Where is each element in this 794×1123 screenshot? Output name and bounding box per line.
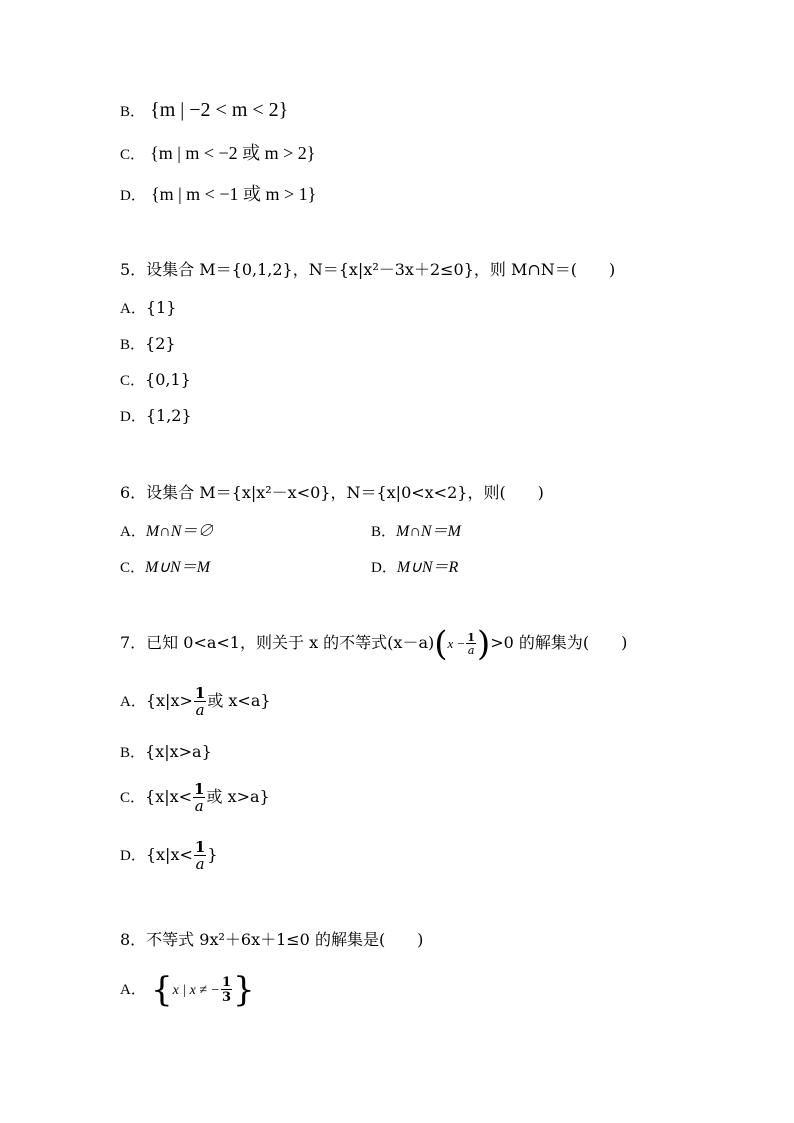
option-label: B． [371,524,397,540]
fraction [466,632,476,656]
option-label: B． [120,104,146,120]
stem-text: >0 的解集为( ) [490,633,628,652]
q7-option-b [120,742,212,763]
fraction [193,779,205,815]
q7-option-d [120,837,218,874]
option-label: D． [120,409,146,425]
fraction [194,683,206,719]
q5-option-c [120,370,191,391]
option-text: M∩N＝∅ [145,523,214,540]
q4-option-c [120,143,315,165]
option-label: C． [120,147,146,163]
q6-option-d [371,557,458,578]
option-label: D． [120,848,146,864]
option-label: B． [120,745,146,761]
option-text: {1,2} [145,406,192,425]
option-text: {2} [145,334,176,353]
option-text: 或 x>a} [206,787,270,806]
stem-inner-text: x − [447,636,466,651]
option-text: {m | m < −2 或 m > 2} [150,143,316,163]
q5-option-b [120,334,176,355]
option-text: 或 x<a} [207,691,271,710]
q6-option-b [371,521,461,542]
q5-stem: 5．设集合 M＝{0,1,2}，N＝{x|x²－3x＋2≤0}，则 M∩N＝( ) [120,260,616,279]
q6-option-c [120,557,210,578]
option-label: C． [120,560,146,576]
left-paren: ( [434,623,448,664]
fraction-numerator: 1 [467,630,475,644]
fraction-numerator: 1 [222,974,232,990]
option-label: C． [120,373,146,389]
q4-option-b [120,100,288,122]
option-label: D． [120,188,146,204]
stem-text: 7．已知 0<a<1，则关于 x 的不等式(x－a) [120,633,435,652]
option-label: D． [371,560,397,576]
option-text: {0,1} [145,370,191,389]
option-text: {x|x< [145,787,193,806]
option-label: A． [120,524,146,540]
q6-stem: 6．设集合 M＝{x|x²－x<0}，N＝{x|0<x<2}，则( ) [120,483,544,502]
option-text: {1} [145,298,177,317]
option-label: A． [120,982,146,998]
option-label: C． [120,790,146,806]
option-text: {m | m < −1 或 m > 1} [150,184,317,204]
right-paren: ) [476,623,491,664]
fraction-denominator: a [195,700,205,719]
q8-option-a [120,969,255,1011]
fraction-denominator: a [195,854,205,873]
fraction-numerator: 1 [194,683,206,702]
q8-stem: 8．不等式 9x²＋6x＋1≤0 的解集是( ) [120,930,424,949]
q6-option-a [120,521,213,542]
fraction-denominator: a [194,796,204,815]
fraction [221,976,232,1004]
option-text: M∪N＝R [396,559,459,576]
q7-stem [120,623,628,664]
option-text: x | x ≠ − [172,983,220,998]
option-label: A． [120,694,146,710]
option-text: {x|x>a} [145,742,212,761]
fraction [194,837,206,873]
option-text: {m | −2 < m < 2} [150,99,289,121]
fraction-denominator: 3 [222,989,232,1005]
q4-option-d [120,184,316,206]
right-brace: } [233,969,255,1010]
fraction-numerator: 1 [194,837,206,856]
option-text: {x|x> [145,691,193,710]
q7-option-c [120,779,270,816]
q5-option-d [120,406,192,427]
q5-option-a [120,298,176,319]
fraction-numerator: 1 [194,779,205,798]
option-text: M∩N＝M [396,523,461,540]
option-label: A． [120,301,146,317]
q7-option-a [120,683,271,720]
option-text: M∪N＝M [145,559,211,576]
option-text: } [207,845,218,864]
fraction-denominator: a [467,643,475,657]
left-brace: { [150,969,173,1010]
option-text: {x|x< [145,845,193,864]
option-label: B． [120,337,146,353]
